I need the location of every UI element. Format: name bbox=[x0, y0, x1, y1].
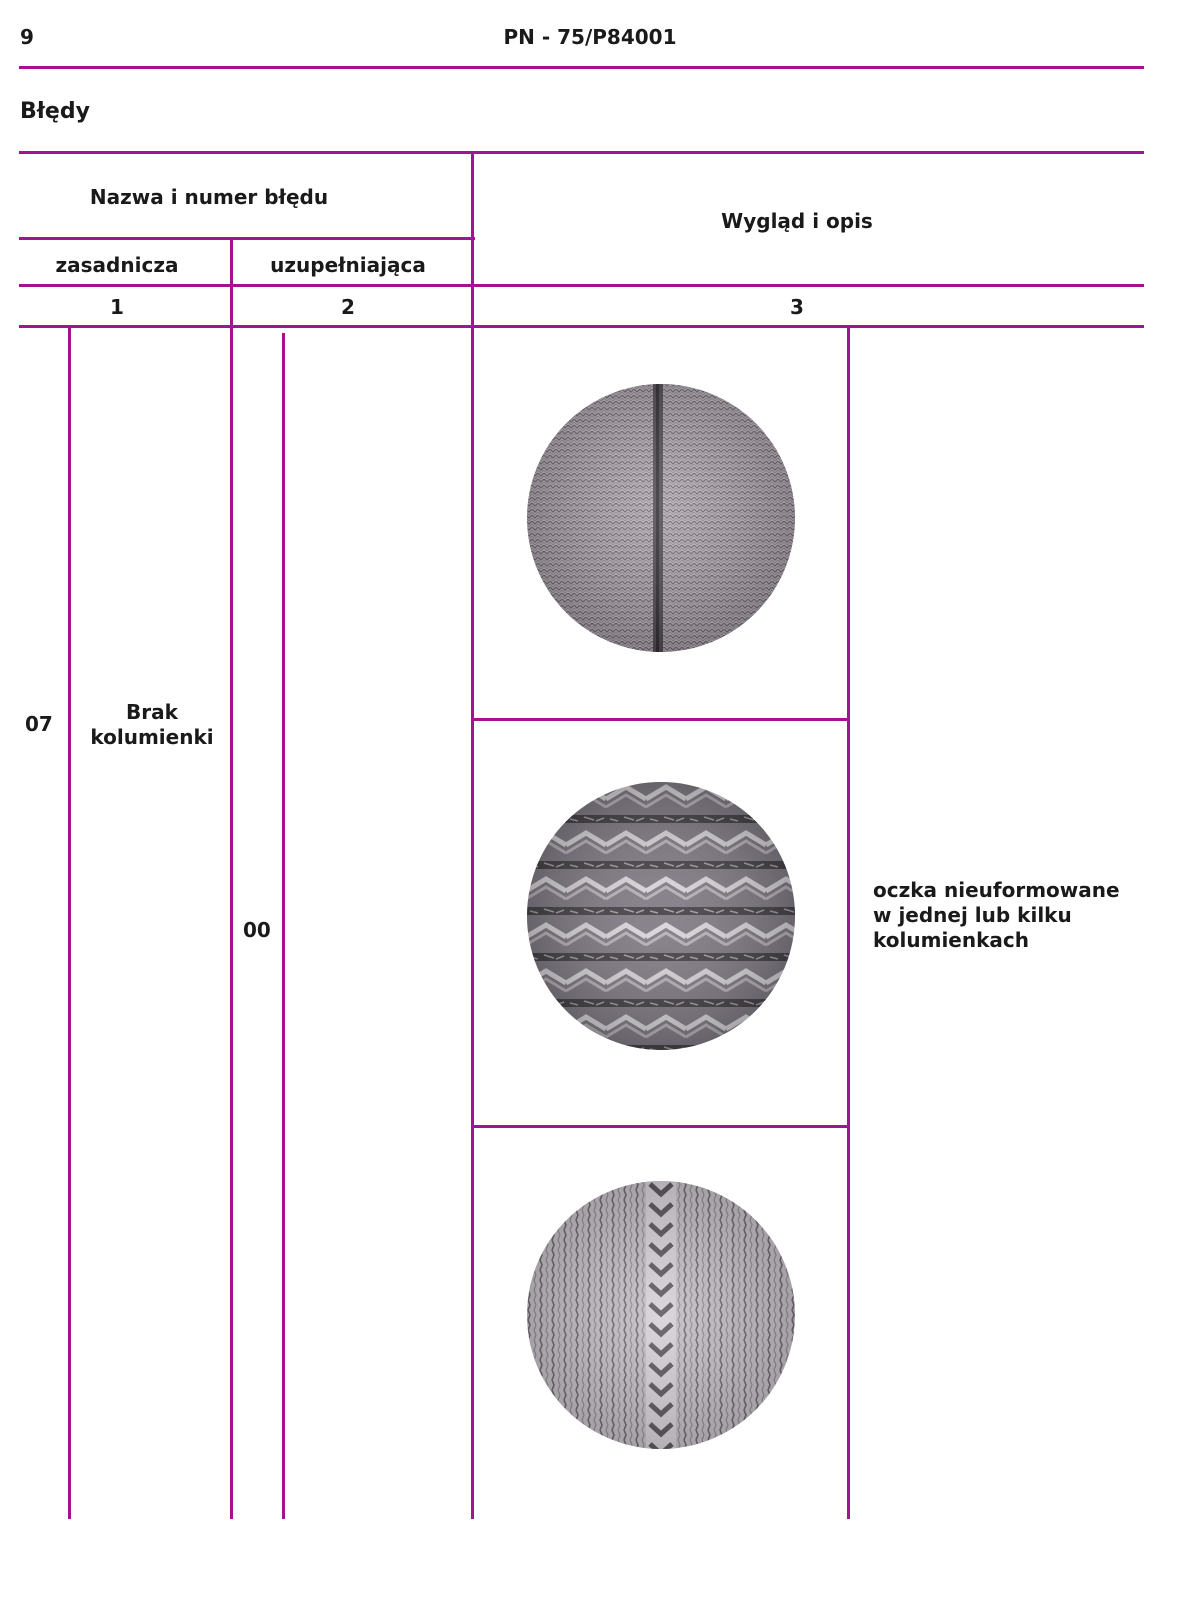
primary-code: 07 bbox=[25, 712, 53, 736]
supplementary-code: 00 bbox=[243, 918, 271, 942]
name-group-header: Nazwa i numer błędu bbox=[89, 185, 329, 209]
column-number-3: 3 bbox=[790, 295, 804, 319]
fabric-photo-1 bbox=[526, 383, 796, 653]
column-number-1: 1 bbox=[110, 295, 124, 319]
name-group-rule bbox=[19, 237, 475, 240]
column-number-rule bbox=[19, 325, 1144, 328]
fabric-photo-2 bbox=[526, 781, 796, 1051]
supplementary-header: uzupełniająca bbox=[270, 253, 426, 277]
primary-header: zasadnicza bbox=[55, 253, 179, 277]
image-description-divider bbox=[847, 327, 850, 1519]
description-line-1: oczka nieuformowane bbox=[873, 878, 1120, 902]
description-line-3: kolumienkach bbox=[873, 928, 1029, 952]
divider-col-2-3 bbox=[471, 153, 474, 1519]
supplementary-code-divider bbox=[282, 333, 285, 1519]
page-number: 9 bbox=[20, 25, 34, 49]
image-row-rule-2 bbox=[474, 1125, 847, 1128]
primary-name-line-2: kolumienki bbox=[90, 725, 214, 749]
header-bottom-rule bbox=[19, 284, 1144, 287]
image-row-rule-1 bbox=[474, 718, 847, 721]
fabric-photo-3 bbox=[526, 1180, 796, 1450]
standard-number: PN - 75/P84001 bbox=[503, 25, 677, 49]
header-rule bbox=[19, 66, 1144, 69]
primary-code-divider bbox=[68, 327, 71, 1519]
table-top-rule bbox=[19, 151, 1144, 154]
description-line-2: w jednej lub kilku bbox=[873, 903, 1072, 927]
appearance-header: Wygląd i opis bbox=[721, 209, 873, 233]
primary-name-line-1: Brak bbox=[126, 700, 178, 724]
section-title: Błędy bbox=[20, 99, 90, 124]
column-number-2: 2 bbox=[341, 295, 355, 319]
divider-col-1-2 bbox=[230, 239, 233, 1519]
